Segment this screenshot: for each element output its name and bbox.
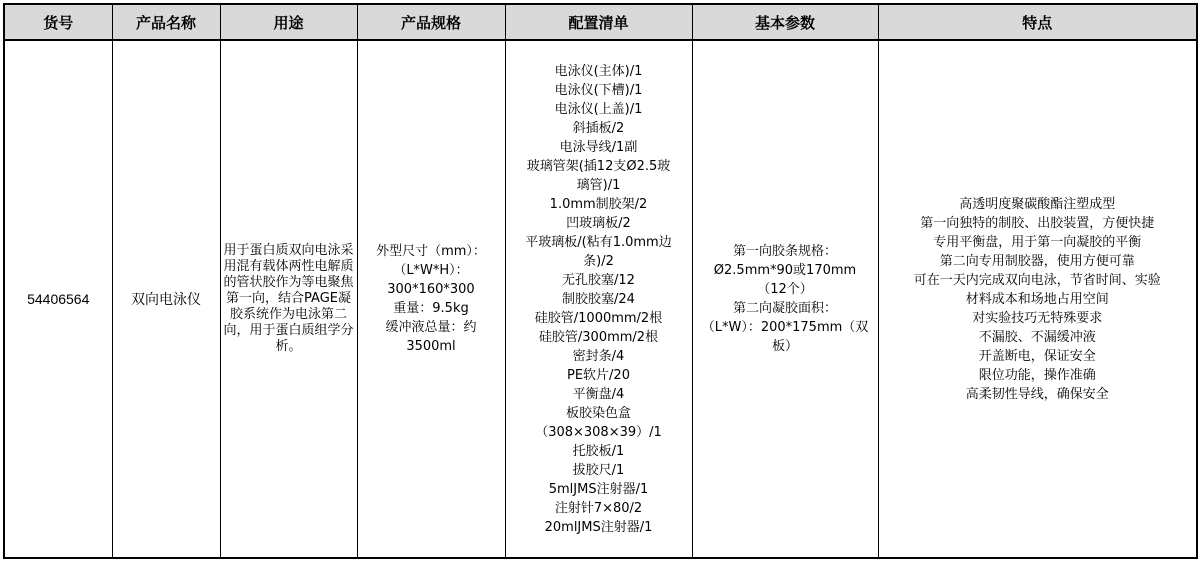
spec-line: （L*W*H）： xyxy=(393,263,469,278)
param-line: （L*W）：200*175mm（双 xyxy=(701,320,869,335)
feature-item: 材料成本和场地占用空间 xyxy=(965,291,1109,307)
cell-usage xyxy=(220,40,357,558)
param-line: 第一向胶条规格： xyxy=(732,244,837,259)
param-line: 板） xyxy=(771,339,798,354)
config-item: 凹玻璃板/2 xyxy=(566,215,631,231)
config-item: （308×308×39）/1 xyxy=(535,424,662,440)
config-item: 制胶胶塞/24 xyxy=(562,291,635,307)
header-config-list: 配置清单 xyxy=(505,4,692,40)
config-item: 平玻璃板/(粘有1.0mm边 xyxy=(525,234,672,250)
product-spec-table xyxy=(3,3,1198,559)
config-item: 电泳仪(上盖)/1 xyxy=(554,101,643,117)
config-item: 20mlJMS注射器/1 xyxy=(544,519,653,535)
feature-item: 第二向专用制胶器，使用方便可靠 xyxy=(939,253,1135,269)
feature-item: 第一向独特的制胶、出胶装置，方便快捷 xyxy=(920,215,1155,231)
param-line: （12个） xyxy=(757,282,813,297)
param-line: 第二向凝胶面积： xyxy=(732,301,837,316)
config-item: 电泳仪(主体)/1 xyxy=(554,63,643,79)
config-item: 电泳仪(下槽)/1 xyxy=(554,82,643,98)
config-item: 拔胶尺/1 xyxy=(572,462,625,478)
config-item: 无孔胶塞/12 xyxy=(562,272,635,288)
config-item: 托胶板/1 xyxy=(572,443,625,459)
feature-item: 限位功能，操作准确 xyxy=(978,367,1096,383)
spec-line: 300*160*300 xyxy=(387,282,475,297)
feature-item: 高柔韧性导线，确保安全 xyxy=(965,386,1109,402)
config-item: 硅胶管/1000mm/2根 xyxy=(534,310,663,326)
config-item: 玻璃管架(插12支Ø2.5玻 xyxy=(526,158,671,174)
spec-line: 缓冲液总量：约 xyxy=(385,320,477,335)
cell-features xyxy=(878,40,1197,558)
config-item: 电泳导线/1副 xyxy=(559,139,638,155)
header-parameters: 基本参数 xyxy=(692,4,878,40)
feature-item: 专用平衡盘，用于第一向凝胶的平衡 xyxy=(933,234,1142,250)
config-item: 硅胶管/300mm/2根 xyxy=(538,329,659,345)
spec-line: 重量：9.5kg xyxy=(393,301,469,316)
config-item: 注射针7×80/2 xyxy=(554,500,643,516)
cell-config-list xyxy=(505,40,692,558)
config-item: 条)/2 xyxy=(583,253,614,269)
table-row xyxy=(4,40,1197,558)
config-item: PE软片/20 xyxy=(567,367,630,383)
header-product-name: 产品名称 xyxy=(112,4,220,40)
config-item: 1.0mm制胶架/2 xyxy=(549,196,648,212)
header-item-no: 货号 xyxy=(4,4,112,40)
config-item: 平衡盘/4 xyxy=(572,386,625,402)
cell-product-name: 双向电泳仪 xyxy=(112,40,220,558)
feature-item: 开盖断电，保证安全 xyxy=(978,348,1096,364)
feature-item: 对实验技巧无特殊要求 xyxy=(972,310,1103,326)
header-row xyxy=(4,4,1197,40)
cell-spec xyxy=(357,40,505,558)
header-features: 特点 xyxy=(878,4,1197,40)
cell-item-no: 54406564 xyxy=(4,40,112,558)
param-line: Ø2.5mm*90或170mm xyxy=(713,263,857,278)
feature-item: 高透明度聚碳酸酯注塑成型 xyxy=(959,196,1116,212)
spec-line: 3500ml xyxy=(406,339,456,354)
config-item: 密封条/4 xyxy=(572,348,625,364)
config-item: 5mlJMS注射器/1 xyxy=(548,481,649,497)
cell-parameters xyxy=(692,40,878,558)
header-usage: 用途 xyxy=(220,4,357,40)
usage-text: 用于蛋白质双向电泳采用混有载体两性电解质的管状胶作为等电聚焦第一向，结合PAGE凝胶系统作为电泳第二向，用于蛋白质组学分析。 xyxy=(223,243,354,354)
config-item: 斜插板/2 xyxy=(572,120,625,136)
feature-item: 不漏胶、不漏缓冲液 xyxy=(978,329,1096,345)
config-item: 板胶染色盒 xyxy=(565,405,631,421)
spec-line: 外型尺寸（mm）： xyxy=(376,244,486,259)
header-spec: 产品规格 xyxy=(357,4,505,40)
feature-item: 可在一天内完成双向电泳，节省时间、实验 xyxy=(913,272,1161,288)
config-item: 璃管)/1 xyxy=(576,177,621,193)
